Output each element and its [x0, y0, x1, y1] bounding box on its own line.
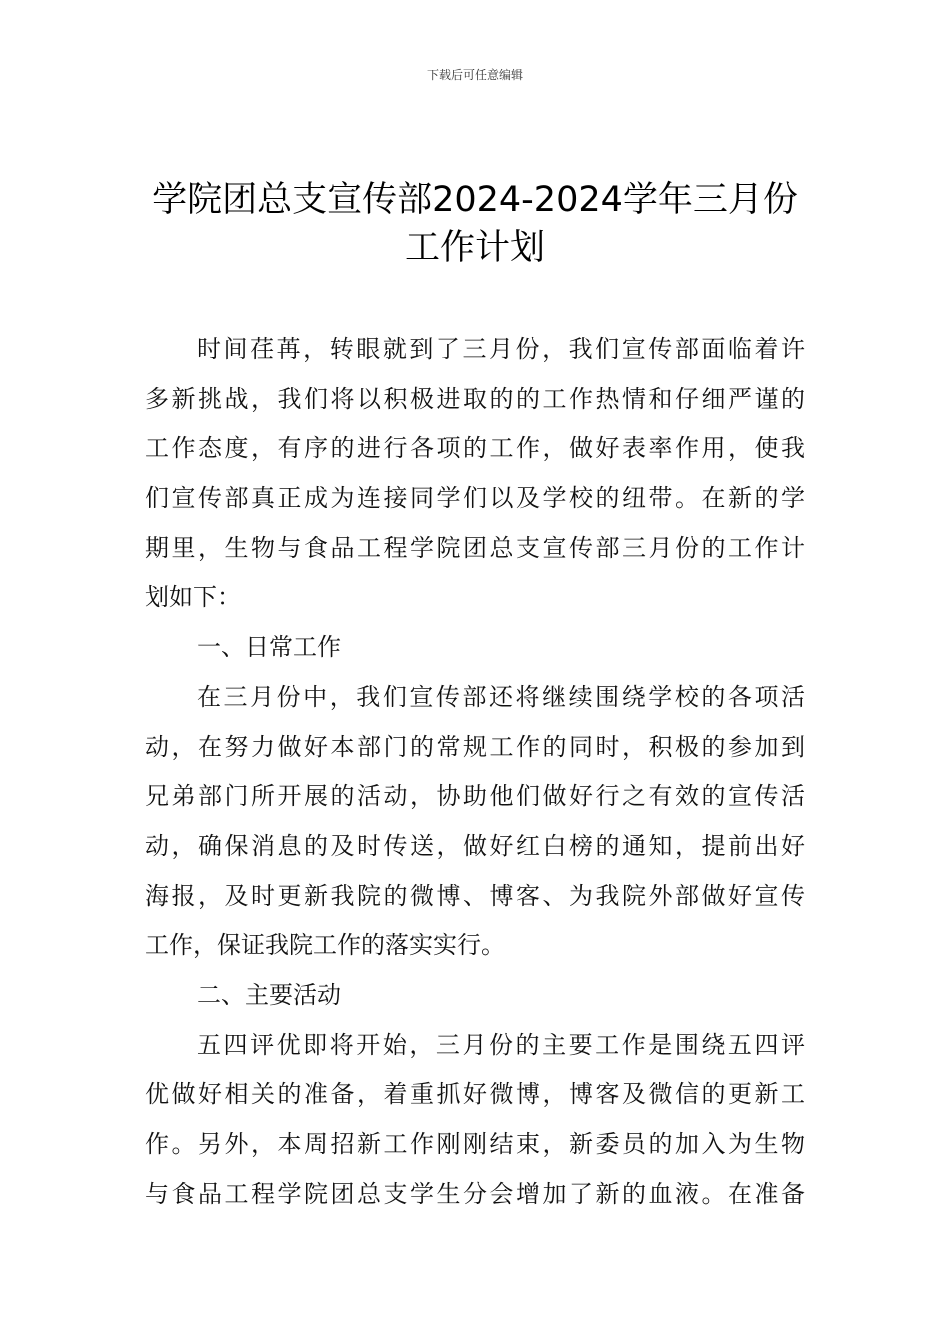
page-header-note: 下载后可任意编辑 — [426, 68, 523, 82]
document-title — [140, 176, 810, 272]
title-line: 工作计划 — [404, 228, 545, 268]
paragraph-line: 作。另外，本周招新工作刚刚结束，新委员的加入为生物 — [145, 1130, 805, 1158]
paragraph-line: 五四评优即将开始，三月份的主要工作是围绕五四评 — [197, 1030, 805, 1059]
paragraph-line: 工作态度，有序的进行各项的工作，做好表率作用，使我 — [145, 434, 805, 463]
paragraph-line: 划如下： — [145, 583, 241, 612]
paragraph-line: 兄弟部门所开展的活动，协助他们做好行之有效的宣传活 — [145, 782, 805, 811]
section-heading: 二、主要活动 — [197, 980, 341, 1009]
paragraph-line: 与食品工程学院团总支学生分会增加了新的血液。在准备 — [145, 1179, 805, 1208]
paragraph-line: 海报，及时更新我院的微博、博客、为我院外部做好宣传 — [145, 881, 805, 910]
paragraph-line: 动，确保消息的及时传送，做好红白榜的通知，提前出好 — [145, 831, 805, 860]
section-heading: 一、日常工作 — [197, 633, 341, 662]
paragraph-line: 期里，生物与食品工程学院团总支宣传部三月份的工作计 — [145, 533, 805, 562]
paragraph-line: 优做好相关的准备，着重抓好微博，博客及微信的更新工 — [145, 1080, 805, 1109]
paragraph-line: 时间荏苒，转眼就到了三月份，我们宣传部面临着许 — [197, 335, 805, 363]
paragraph-line: 工作，保证我院工作的落实实行。 — [145, 931, 505, 960]
title-line: 学院团总支宣传部2024-2024学年三月份 — [152, 180, 798, 220]
paragraph-line: 动，在努力做好本部门的常规工作的同时，积极的参加到 — [145, 732, 805, 761]
paragraph-line: 们宣传部真正成为连接同学们以及学校的纽带。在新的学 — [145, 484, 805, 513]
document-body — [145, 325, 805, 1219]
paragraph-line: 在三月份中，我们宣传部还将继续围绕学校的各项活 — [197, 682, 805, 711]
paragraph-line: 多新挑战，我们将以积极进取的的工作热情和仔细严谨的 — [145, 384, 805, 413]
